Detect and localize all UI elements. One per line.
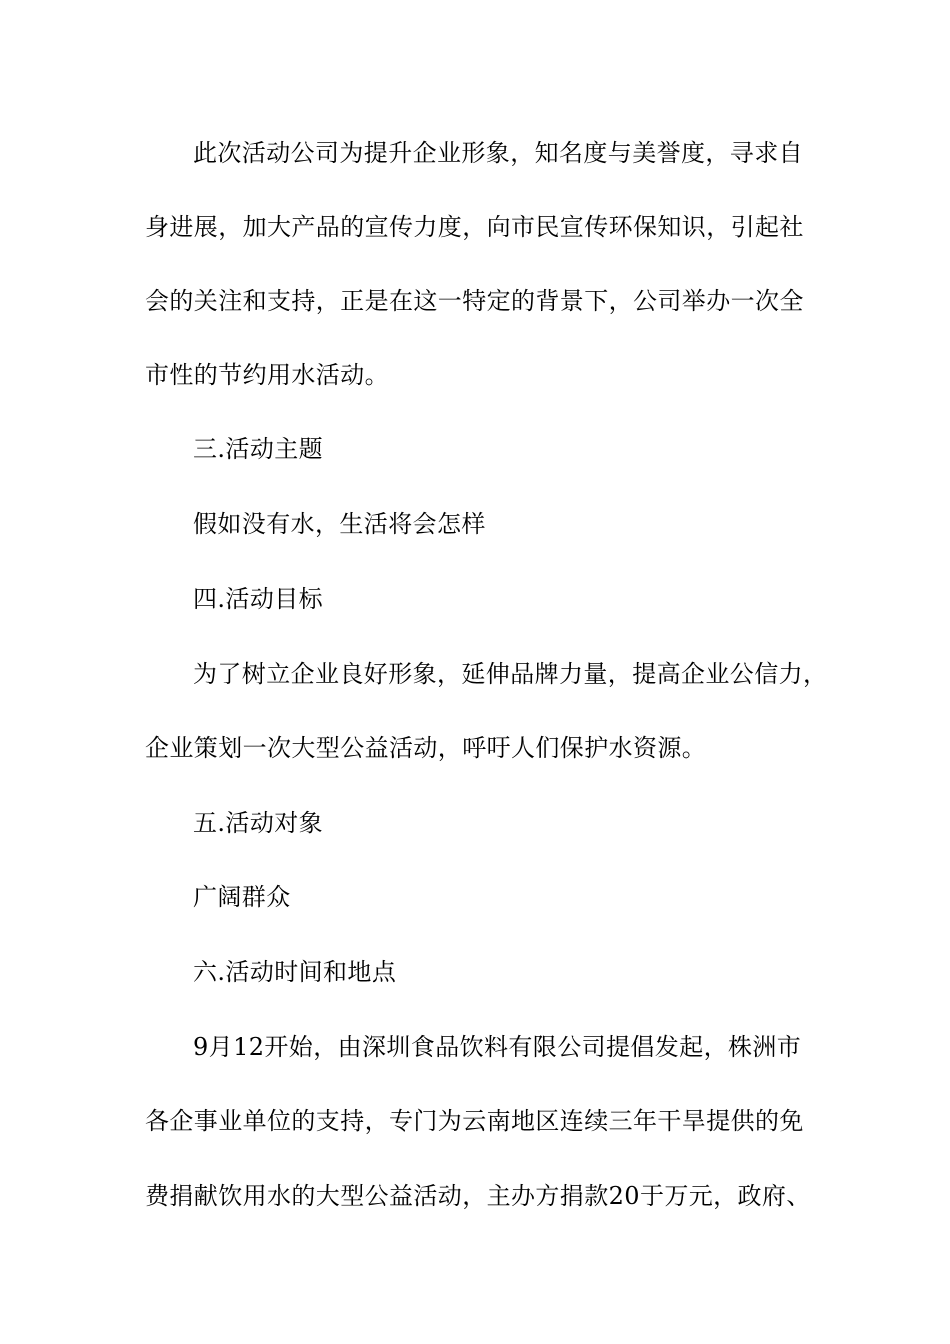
paragraph-line: 广阔群众 bbox=[193, 883, 291, 911]
paragraph-line: 企业策划一次大型公益活动，呼吁人们保护水资源。 bbox=[145, 734, 707, 762]
paragraph-line: 9月12开始，由深圳食品饮料有限公司提倡发起，株洲市 bbox=[193, 1033, 802, 1061]
paragraph-line: 为了树立企业良好形象，延伸品牌力量，提高企业公信力， bbox=[193, 660, 828, 688]
paragraph-line: 各企事业单位的支持，专门为云南地区连续三年干旱提供的免 bbox=[145, 1107, 804, 1135]
section-heading: 五.活动对象 bbox=[193, 809, 324, 837]
section-heading: 六.活动时间和地点 bbox=[193, 958, 397, 986]
paragraph-line: 身进展，加大产品的宣传力度，向市民宣传环保知识，引起社 bbox=[145, 213, 804, 241]
paragraph-line: 假如没有水，生活将会怎样 bbox=[193, 510, 486, 538]
section-heading: 三.活动主题 bbox=[193, 435, 324, 463]
paragraph-line: 会的关注和支持，正是在这一特定的背景下，公司举办一次全 bbox=[145, 287, 804, 315]
paragraph-line: 此次活动公司为提升企业形象，知名度与美誉度，寻求自 bbox=[193, 139, 803, 167]
section-heading: 四.活动目标 bbox=[193, 585, 324, 613]
paragraph-line: 费捐献饮用水的大型公益活动，主办方捐款20于万元，政府、 bbox=[145, 1182, 811, 1210]
paragraph-line: 市性的节约用水活动。 bbox=[145, 361, 389, 389]
